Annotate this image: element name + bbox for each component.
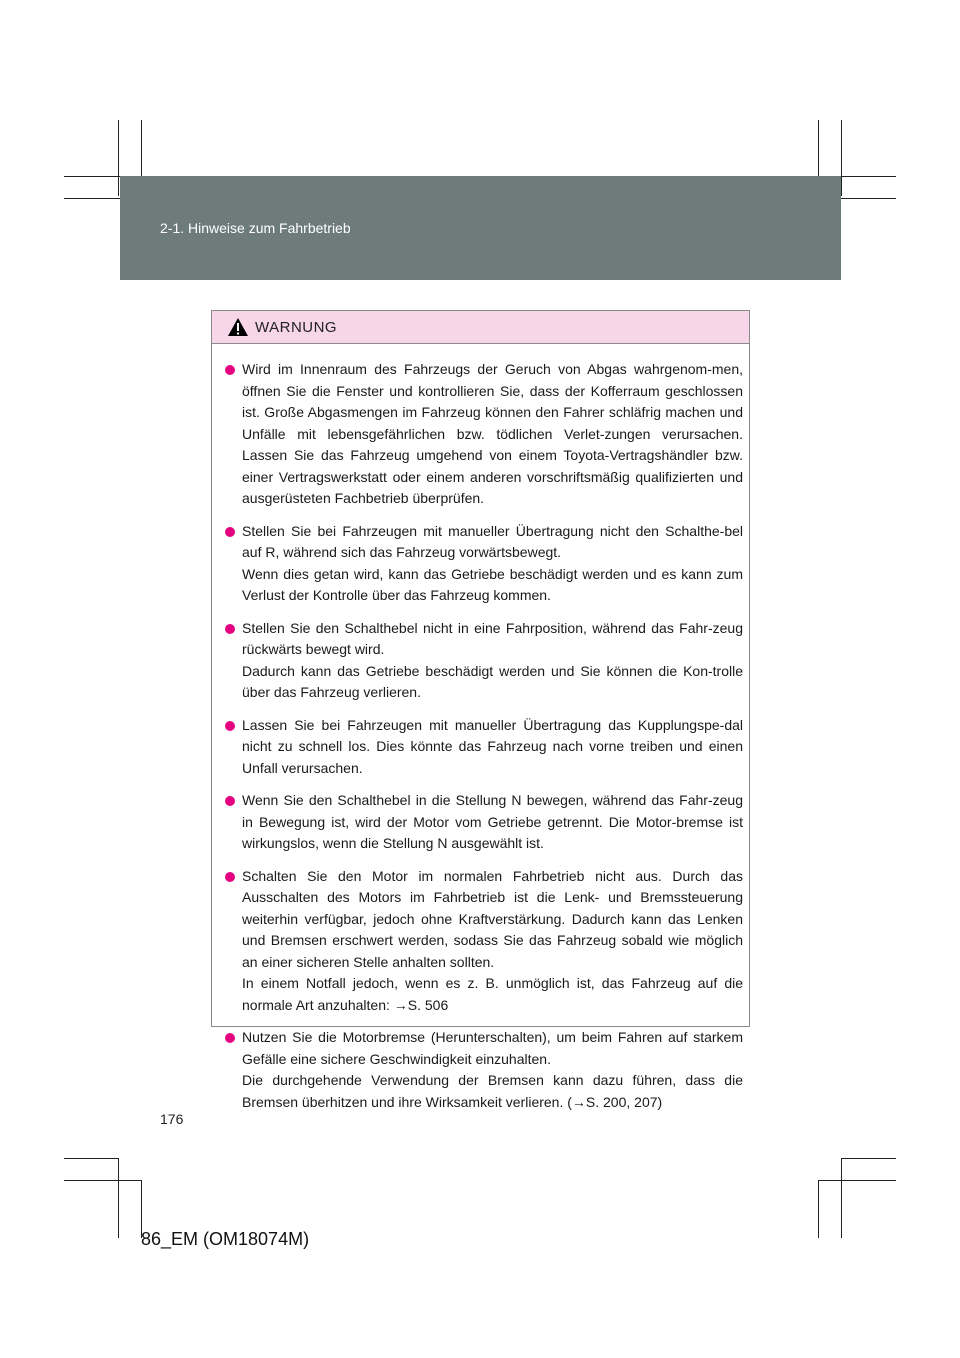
item-text: Dadurch kann das Getriebe beschädigt werden und Sie können die Kon-trolle über das Fahrzeug verlieren. bbox=[242, 662, 743, 700]
item-text: Die durchgehende Verwendung der Bremsen kann dazu führen, dass die Bremsen überhitzen und ihre Wirksamkeit verlieren. (→S. 200, 207) bbox=[242, 1072, 743, 1110]
page-number: 176 bbox=[160, 1111, 184, 1127]
crop-mark bbox=[64, 1180, 142, 1181]
list-item bbox=[225, 521, 743, 607]
list-item bbox=[225, 359, 743, 510]
warning-header bbox=[212, 311, 749, 344]
item-text: Lassen Sie bei Fahrzeugen mit manueller Übertragung das Kupplungspe-dal nicht zu schnell los. Dies könnte das Fahrzeug nach vorne treiben und einen Unfall verursachen. bbox=[242, 716, 743, 776]
warning-list bbox=[212, 344, 749, 1113]
warning-triangle-icon bbox=[227, 317, 249, 337]
crop-mark bbox=[841, 1158, 842, 1238]
bullet-icon bbox=[225, 365, 235, 375]
item-text: Stellen Sie den Schalthebel nicht in eine Fahrposition, während das Fahr-zeug rückwärts bewegt wird. bbox=[242, 619, 743, 657]
item-text: Wenn dies getan wird, kann das Getriebe beschädigt werden und es kann zum Verlust der Kontrolle über das Fahrzeug kommen. bbox=[242, 565, 743, 603]
crop-mark bbox=[818, 1180, 896, 1181]
warning-title: WARNUNG bbox=[255, 318, 338, 336]
bullet-icon bbox=[225, 721, 235, 731]
section-title: 2-1. Hinweise zum Fahrbetrieb bbox=[160, 220, 351, 236]
crop-mark bbox=[818, 1180, 819, 1238]
list-item bbox=[225, 790, 743, 855]
bullet-icon bbox=[225, 872, 235, 882]
list-item bbox=[225, 866, 743, 1017]
list-item bbox=[225, 715, 743, 780]
bullet-icon bbox=[225, 527, 235, 537]
bullet-icon bbox=[225, 1033, 235, 1043]
item-text: Stellen Sie bei Fahrzeugen mit manueller Übertragung nicht den Schalthe-bel auf R, während sich das Fahrzeug vorwärtsbewegt. bbox=[242, 522, 743, 560]
crop-mark bbox=[118, 120, 119, 196]
item-text: Wenn Sie den Schalthebel in die Stellung N bewegen, während das Fahr-zeug in Bewegung ist, wird der Motor vom Getriebe getrennt. Die Motor-bremse ist wirkungslos, wenn die Stellung N ausgewählt ist. bbox=[242, 792, 743, 851]
crop-mark bbox=[118, 1158, 119, 1238]
item-text: Wird im Innenraum des Fahrzeugs der Geruch von Abgas wahrgenom-men, öffnen Sie die Fenster und kontrollieren Sie, dass der Kofferraum geschlossen ist. Große Abgasmengen im Fahrzeug können den Fahrer schläfrig machen und Unfälle mit lebensgefährlichen bzw. tödlichen Verlet-zungen verursachen. Lassen Sie das Fahrzeug umgehend von einem Toyota-Vertragshändler bzw. einer Vertragswerkstatt oder einem anderen vorschriftsmäßig qualifizierten und ausgerüsteten Fachbetrieb überprüfen. bbox=[242, 361, 743, 506]
item-text: Schalten Sie den Motor im normalen Fahrbetrieb nicht aus. Durch das Ausschalten des Motors im Fahrbetrieb ist die Lenk- und Bremssteuerung weiterhin verfügbar, jedoch ohne Kraftverstärkung. Dadurch kann das Lenken und Bremsen erschwert werden, sodass Sie das Fahrzeug sobald wie möglich an einer sicheren Stelle anhalten sollten. bbox=[242, 867, 743, 970]
bullet-icon bbox=[225, 796, 235, 806]
crop-mark bbox=[841, 120, 842, 196]
bullet-icon bbox=[225, 624, 235, 634]
crop-mark bbox=[64, 1158, 119, 1159]
document-code: 86_EM (OM18074M) bbox=[141, 1229, 310, 1249]
item-text: Nutzen Sie die Motorbremse (Herunterschalten), um beim Fahren auf starkem Gefälle eine sichere Geschwindigkeit einzuhalten. bbox=[242, 1029, 743, 1067]
warning-box bbox=[211, 310, 750, 1110]
list-item bbox=[225, 1027, 743, 1113]
item-text: In einem Notfall jedoch, wenn es z. B. unmöglich ist, das Fahrzeug auf die normale Art anzuhalten: →S. 506 bbox=[242, 975, 743, 1013]
crop-mark bbox=[841, 1158, 896, 1159]
list-item bbox=[225, 618, 743, 704]
